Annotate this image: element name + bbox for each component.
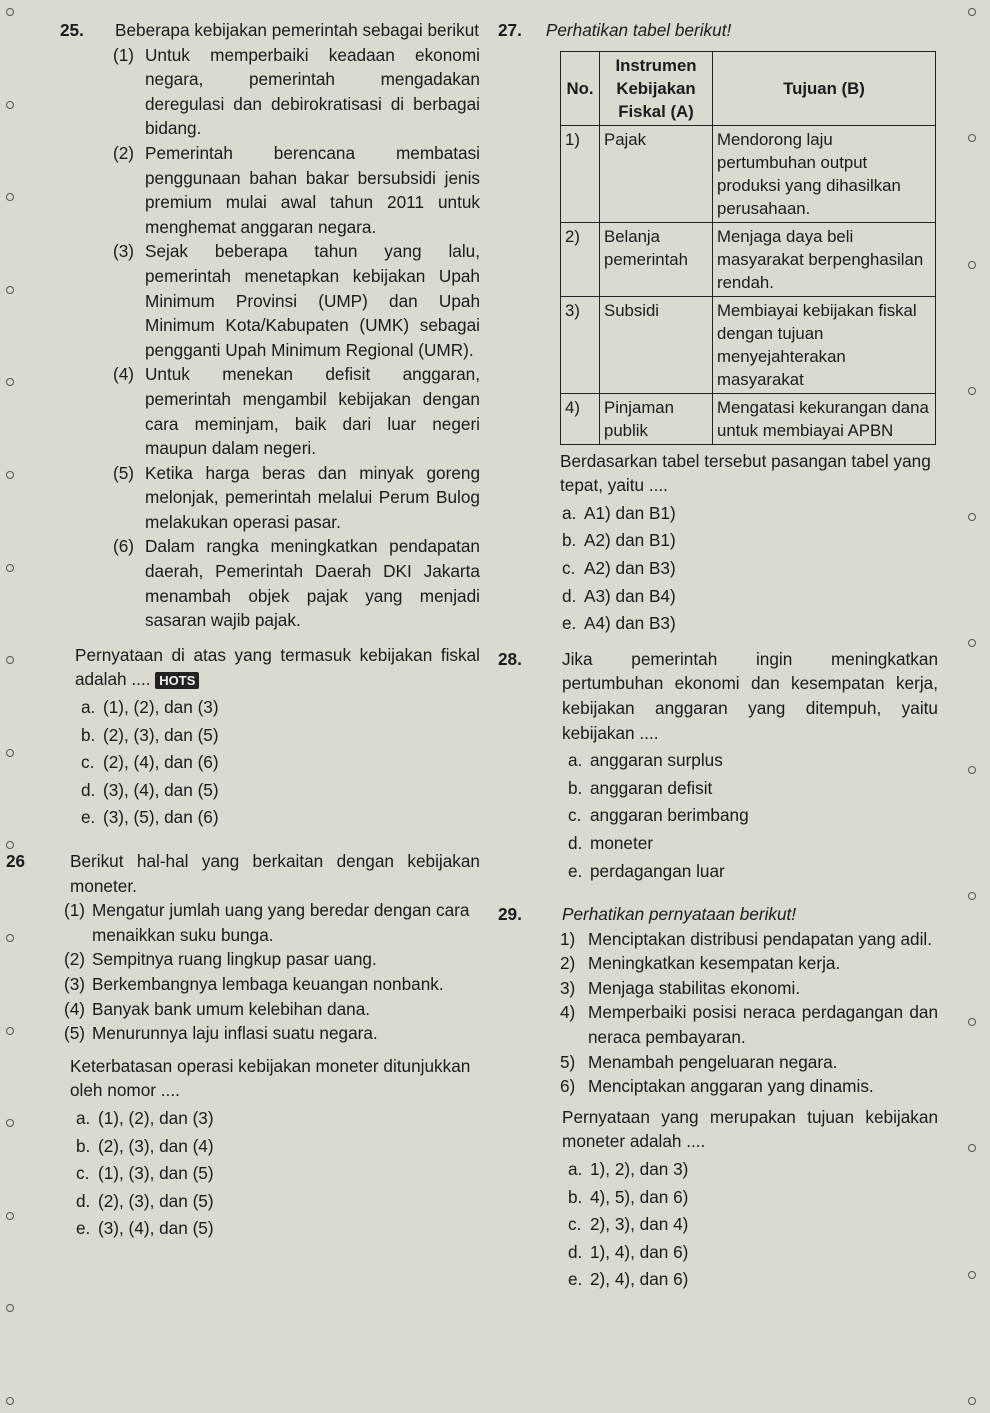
table-cell-no: 1) — [561, 125, 600, 222]
statement-text: Menciptakan distribusi pendapatan yang adil. — [588, 928, 932, 949]
option-d[interactable] — [568, 831, 938, 856]
statement-2 — [64, 947, 480, 972]
table-header-row — [561, 51, 936, 125]
statement-text: Menurunnya laju inflasi suatu negara. — [92, 1023, 378, 1044]
question-text: Pernyataan di atas yang termasuk kebijakan fiskal adalah .... — [75, 644, 480, 690]
option-letter: a. — [568, 1159, 583, 1180]
question-prompt: Keterbatasan operasi kebijakan moneter ditunjukkan oleh nomor .... — [70, 1055, 471, 1101]
question-header — [498, 18, 938, 43]
option-a[interactable] — [76, 1106, 480, 1131]
binding-hole-icon — [6, 1119, 14, 1127]
question-number: 25. — [60, 20, 84, 40]
binding-hole-icon — [6, 101, 14, 109]
option-letter: c. — [568, 1214, 582, 1235]
option-d[interactable] — [568, 1240, 938, 1265]
option-b[interactable] — [76, 1134, 480, 1159]
statement-number: (6) — [113, 536, 135, 557]
statement-1 — [560, 927, 938, 952]
table-header-instrument: Instrumen Kebijakan Fiskal (A) — [600, 51, 713, 125]
statement-1 — [64, 898, 480, 947]
option-letter: c. — [562, 557, 576, 578]
table-cell-no: 4) — [561, 393, 600, 444]
statement-4 — [113, 362, 480, 460]
option-text: (3), (5), dan (6) — [103, 807, 219, 828]
statement-number: (4) — [113, 364, 135, 385]
statement-number: (2) — [113, 142, 135, 163]
question-intro: Beberapa kebijakan pemerintah sebagai berikut — [115, 20, 480, 40]
option-a[interactable] — [568, 1157, 938, 1182]
statement-6 — [560, 1074, 938, 1099]
statement-5 — [560, 1050, 938, 1075]
table-cell-instrument: Pajak — [600, 125, 713, 222]
table-row — [561, 125, 936, 222]
option-text: A2) dan B1) — [584, 530, 676, 551]
option-letter: e. — [562, 613, 577, 634]
option-text: (3), (4), dan (5) — [98, 1218, 214, 1239]
option-text: 1), 2), dan 3) — [590, 1159, 689, 1180]
left-column — [6, 18, 480, 1244]
option-text: (1), (3), dan (5) — [98, 1163, 214, 1184]
option-letter: d. — [81, 779, 96, 800]
binding-hole-icon — [6, 8, 14, 16]
option-letter: a. — [76, 1107, 91, 1128]
statement-number: 5) — [560, 1051, 576, 1072]
option-text: moneter — [590, 832, 654, 853]
hots-badge: HOTS — [155, 672, 199, 689]
option-b[interactable] — [562, 528, 938, 553]
statement-number: 3) — [560, 977, 576, 998]
options — [556, 501, 938, 636]
statement-text: Menciptakan anggaran yang dinamis. — [588, 1076, 874, 1097]
options — [70, 1106, 480, 1241]
statement-4 — [64, 997, 480, 1022]
statement-text: Banyak bank umum kelebihan dana. — [92, 998, 371, 1019]
statement-5 — [64, 1021, 480, 1046]
binding-hole-icon — [968, 261, 976, 269]
statement-text: Memperbaiki posisi neraca perdagangan dan neraca pembayaran. — [588, 1002, 938, 1048]
binding-hole-icon — [968, 639, 976, 647]
statement-number: 6) — [560, 1076, 576, 1097]
binding-hole-icon — [6, 564, 14, 572]
option-letter: e. — [76, 1218, 91, 1239]
table-header-no: No. — [561, 51, 600, 125]
binding-hole-icon — [6, 1027, 14, 1035]
question-intro: Perhatikan tabel berikut! — [545, 20, 732, 40]
binding-hole-icon — [6, 1212, 14, 1220]
table-cell-goal: Membiayai kebijakan fiskal dengan tujuan menyejahterakan masyarakat — [713, 296, 936, 393]
question-prompt: Berdasarkan tabel tersebut pasangan tabel yang tepat, yaitu .... — [560, 450, 931, 496]
statement-list — [113, 43, 480, 633]
option-text: 2), 3), dan 4) — [590, 1214, 689, 1235]
table-row — [561, 393, 936, 444]
binding-hole-icon — [6, 471, 14, 479]
option-letter: c. — [568, 805, 582, 826]
binding-hole-icon — [968, 513, 976, 521]
statement-number: (5) — [113, 462, 135, 483]
binding-hole-icon — [968, 892, 976, 900]
option-c[interactable] — [81, 750, 480, 775]
option-e[interactable] — [81, 805, 480, 830]
binding-hole-icon — [6, 934, 14, 942]
statement-text: Untuk menekan defisit anggaran, pemerintah mengambil kebijakan dengan cara meminjam, baik dari luar negeri maupun dalam negeri. — [145, 364, 480, 459]
option-e[interactable] — [568, 1267, 938, 1292]
option-letter: c. — [81, 752, 95, 773]
question-number: 29. — [498, 904, 522, 925]
option-text: (1), (2), dan (3) — [98, 1107, 214, 1128]
option-text: anggaran berimbang — [590, 805, 749, 826]
option-letter: c. — [76, 1163, 90, 1184]
option-letter: b. — [81, 724, 96, 745]
statement-list — [562, 927, 938, 1099]
option-letter: b. — [568, 777, 583, 798]
binding-hole-icon — [968, 1018, 976, 1026]
statement-text: Menjaga stabilitas ekonomi. — [588, 977, 801, 998]
table-cell-instrument: Pinjaman publik — [600, 393, 713, 444]
statement-number: (3) — [64, 973, 86, 994]
option-d[interactable] — [76, 1189, 480, 1214]
statement-list — [66, 898, 480, 1046]
statement-text: Menambah pengeluaran negara. — [588, 1051, 838, 1072]
binding-hole-icon — [968, 1144, 976, 1152]
statement-3 — [113, 239, 480, 362]
option-b[interactable] — [568, 776, 938, 801]
statement-number: (2) — [64, 949, 86, 970]
statement-number: (3) — [113, 241, 135, 262]
option-letter: a. — [568, 750, 583, 771]
option-e[interactable] — [562, 611, 938, 636]
statement-text: Sempitnya ruang lingkup pasar uang. — [92, 949, 377, 970]
table-cell-no: 2) — [561, 222, 600, 296]
option-letter: d. — [568, 832, 583, 853]
question-intro: Perhatikan pernyataan berikut! — [562, 904, 797, 925]
statement-number: (5) — [64, 1023, 86, 1044]
statement-number: (1) — [113, 44, 135, 65]
option-text: (1), (2), dan (3) — [103, 697, 219, 718]
option-e[interactable] — [76, 1216, 480, 1241]
option-letter: e. — [568, 860, 583, 881]
binding-hole-icon — [6, 1397, 14, 1405]
option-letter: d. — [562, 585, 577, 606]
table-row — [561, 222, 936, 296]
option-d[interactable] — [81, 778, 480, 803]
statement-number: (1) — [64, 900, 86, 921]
option-letter: b. — [568, 1186, 583, 1207]
question-27 — [498, 18, 938, 636]
binding-hole-icon — [968, 766, 976, 774]
statement-text: Berkembangnya lembaga keuangan nonbank. — [92, 973, 444, 994]
binding-hole-icon — [968, 1271, 976, 1279]
option-c[interactable] — [562, 556, 938, 581]
question-26 — [6, 849, 480, 1241]
option-c[interactable] — [568, 1212, 938, 1237]
binding-hole-icon — [968, 8, 976, 16]
question-prompt: Pernyataan yang merupakan tujuan kebijakan moneter adalah .... — [562, 1106, 938, 1152]
option-b[interactable] — [81, 723, 480, 748]
options — [562, 748, 938, 883]
right-column — [498, 18, 938, 1295]
option-text: A2) dan B3) — [584, 557, 676, 578]
question-25 — [60, 18, 480, 830]
option-text: (2), (4), dan (6) — [103, 752, 219, 773]
option-text: (2), (3), dan (4) — [98, 1135, 214, 1156]
statement-3 — [64, 972, 480, 997]
option-text: A4) dan B3) — [584, 613, 676, 634]
statement-1 — [113, 43, 480, 141]
binding-hole-icon — [6, 378, 14, 386]
option-letter: e. — [81, 807, 96, 828]
option-d[interactable] — [562, 584, 938, 609]
option-c[interactable] — [568, 803, 938, 828]
question-number: 28. — [498, 648, 522, 669]
option-letter: a. — [562, 502, 577, 523]
option-c[interactable] — [76, 1161, 480, 1186]
statement-2 — [113, 141, 480, 239]
question-29 — [498, 902, 938, 1292]
option-e[interactable] — [568, 859, 938, 884]
statement-text: Ketika harga beras dan minyak goreng melonjak, pemerintah melalui Perum Bulog melakukan operasi pasar. — [145, 462, 480, 532]
table-cell-goal: Menjaga daya beli masyarakat berpenghasilan rendah. — [713, 222, 936, 296]
question-number: 27. — [498, 20, 522, 40]
statement-text: Sejak beberapa tahun yang lalu, pemerintah menetapkan kebijakan Upah Minimum Provinsi (UMP) dan Upah Minimum Kota/Kabupaten (UMK) sebagai pengganti Upah Minimum Regional (UMR). — [145, 241, 480, 360]
table-header-goal: Tujuan (B) — [713, 51, 936, 125]
statement-number: 2) — [560, 953, 576, 974]
table-cell-goal: Mendorong laju pertumbuhan output produksi yang dihasilkan perusahaan. — [713, 125, 936, 222]
binding-hole-icon — [6, 286, 14, 294]
table-cell-no: 3) — [561, 296, 600, 393]
fiscal-instrument-table — [560, 51, 936, 445]
statement-number: (4) — [64, 998, 86, 1019]
options — [562, 1157, 938, 1292]
option-text: A3) dan B4) — [584, 585, 676, 606]
question-intro: Berikut hal-hal yang berkaitan dengan kebijakan moneter. — [70, 851, 480, 896]
statement-text: Pemerintah berencana membatasi penggunaan bahan bakar bersubsidi jenis premium mulai awal tahun 2011 untuk menghemat anggaran negara. — [145, 142, 480, 237]
statement-number: 1) — [560, 928, 576, 949]
option-text: A1) dan B1) — [584, 502, 676, 523]
table-row — [561, 296, 936, 393]
statement-4 — [560, 1000, 938, 1049]
option-text: (2), (3), dan (5) — [98, 1190, 214, 1211]
option-text: anggaran surplus — [590, 750, 723, 771]
options — [75, 695, 480, 830]
binding-holes-left — [6, 0, 20, 1413]
statement-number: 4) — [560, 1002, 576, 1023]
statement-text: Dalam rangka meningkatkan pendapatan daerah, Pemerintah Daerah DKI Jakarta menambah objek pajak yang menjadi sasaran wajib pajak. — [145, 536, 480, 631]
statement-3 — [560, 976, 938, 1001]
binding-hole-icon — [968, 387, 976, 395]
option-text: (3), (4), dan (5) — [103, 779, 219, 800]
option-text: 2), 4), dan 6) — [590, 1269, 689, 1290]
table-cell-instrument: Belanja pemerintah — [600, 222, 713, 296]
option-letter: b. — [562, 530, 577, 551]
option-text: perdagangan luar — [590, 860, 725, 881]
statement-6 — [113, 534, 480, 632]
statement-2 — [560, 951, 938, 976]
question-number: 26 — [6, 851, 26, 871]
option-letter: b. — [76, 1135, 91, 1156]
option-b[interactable] — [568, 1185, 938, 1210]
option-letter: e. — [568, 1269, 583, 1290]
question-prompt: Jika pemerintah ingin meningkatkan pertumbuhan ekonomi dan kesempatan kerja, kebijakan anggaran yang ditempuh, yaitu kebijakan .... — [562, 648, 938, 743]
question-prompt — [75, 643, 480, 692]
option-text: 4), 5), dan 6) — [590, 1186, 689, 1207]
option-text: (2), (3), dan (5) — [103, 724, 219, 745]
option-a[interactable] — [562, 501, 938, 526]
option-letter: d. — [76, 1190, 91, 1211]
table-cell-instrument: Subsidi — [600, 296, 713, 393]
binding-hole-icon — [6, 749, 14, 757]
option-a[interactable] — [81, 695, 480, 720]
statement-text: Mengatur jumlah uang yang beredar dengan cara menaikkan suku bunga. — [92, 900, 470, 945]
statement-text: Meningkatkan kesempatan kerja. — [588, 953, 841, 974]
binding-hole-icon — [6, 656, 14, 664]
option-a[interactable] — [568, 748, 938, 773]
statement-5 — [113, 461, 480, 535]
binding-hole-icon — [6, 193, 14, 201]
option-text: 1), 4), dan 6) — [590, 1241, 689, 1262]
table-cell-goal: Mengatasi kekurangan dana untuk membiayai APBN — [713, 393, 936, 444]
binding-hole-icon — [968, 134, 976, 142]
option-letter: d. — [568, 1241, 583, 1262]
question-28 — [498, 647, 938, 883]
option-text: anggaran defisit — [590, 777, 713, 798]
binding-holes-right — [968, 0, 982, 1413]
binding-hole-icon — [968, 1397, 976, 1405]
binding-hole-icon — [6, 1304, 14, 1312]
option-letter: a. — [81, 697, 96, 718]
statement-text: Untuk memperbaiki keadaan ekonomi negara, pemerintah mengadakan deregulasi dan debirokratisasi di berbagai bidang. — [145, 44, 480, 139]
